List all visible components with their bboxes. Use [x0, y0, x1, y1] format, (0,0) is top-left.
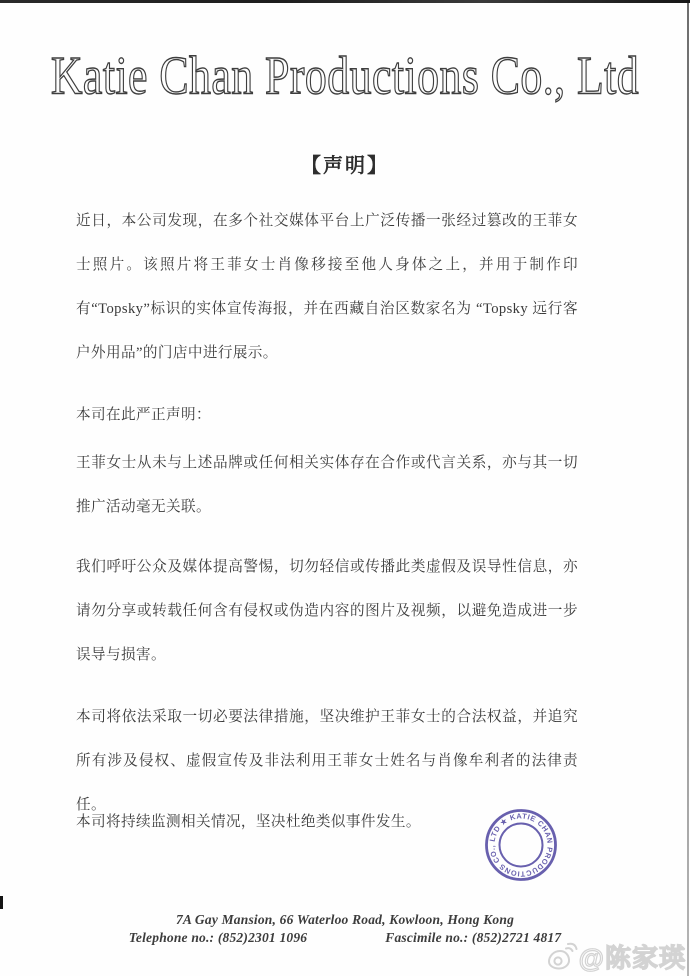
- company-title: Katie Chan Productions Co., Ltd: [50, 47, 640, 107]
- footer-facsimile: Fascimile no.: (852)2721 4817: [385, 930, 562, 945]
- statement-heading: 【声明】: [301, 155, 389, 177]
- statement-paragraph-6: 本司将持续监测相关情况，坚决杜绝类似事件发生。: [76, 814, 421, 830]
- weibo-watermark: [546, 938, 686, 975]
- statement-paragraph-1: 近日，本公司发现，在多个社交媒体平台上广泛传播一张经过篡改的王菲女士照片。该照片将王菲女士肖像移接至他人身体之上，并用于制作印有“Topsky”标识的实体宣传海报，并在西藏自治区数家名为 “Topsky 远行客户外用品”的门店中进行展示。: [76, 213, 578, 361]
- watermark-handle: @陈家瑛: [578, 943, 686, 973]
- statement-paragraph-5: 本司将依法采取一切必要法律措施，坚决维护王菲女士的合法权益，并追究所有涉及侵权、虚假宣传及非法利用王菲女士姓名与肖像牟利者的法律责任。: [76, 709, 578, 813]
- company-seal: [477, 801, 565, 889]
- scan-edge-top: [0, 0, 690, 3]
- statement-paragraph-4: 我们呼吁公众及媒体提高警惕，切勿轻信或传播此类虚假及误导性信息，亦请勿分享或转载任何含有侵权或伪造内容的图片及视频，以避免造成进一步误导与损害。: [76, 559, 578, 663]
- statement-paragraph-3: 王菲女士从未与上述品牌或任何相关实体存在合作或代言关系，亦与其一切推广活动毫无关联。: [76, 455, 578, 515]
- scan-mark-left: [0, 896, 3, 909]
- weibo-icon: [546, 942, 578, 972]
- statement-paragraph-2: 本司在此严正声明：: [76, 407, 211, 423]
- footer-address: 7A Gay Mansion, 66 Waterloo Road, Kowloon, Hong Kong: [175, 912, 515, 927]
- seal-ring-text: ★ KATIE CHAN PRODUCTIONS CO., LTD: [487, 811, 555, 879]
- footer-telephone: Telephone no.: (852)2301 1096: [128, 930, 308, 945]
